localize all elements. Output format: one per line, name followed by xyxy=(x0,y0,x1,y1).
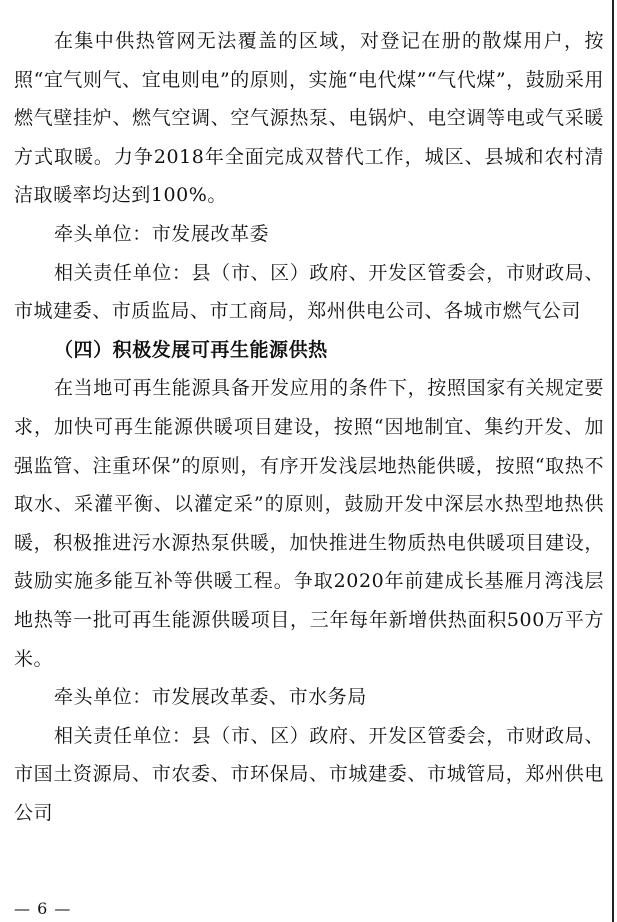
paragraph-renewable-heating: 在当地可再生能源具备开发应用的条件下，按照国家有关规定要求，加快可再生能源供暖项目建设，按照“因地制宜、集约开发、加强监管、注重环保”的原则，有序开发浅层地热能供暖，按照“取热不取水、采灌平衡、以灌定采”的原则，鼓励开发中深层水热型地热供暖，积极推进污水源热泵供暖，加快推进生物质热电供暖项目建设，鼓励实施多能互补等供暖工程。争取2020年前建成长基雁月湾浅层地热等一批可再生能源供暖项目，三年每年新增供热面积500万平方米。 xyxy=(14,377,604,670)
document-body xyxy=(14,22,604,832)
page-edge-rule xyxy=(612,0,614,922)
lead-unit-2: 牵头单位：市发展改革委、市水务局 xyxy=(54,686,367,709)
section-heading-renewable: （四）积极发展可再生能源供热 xyxy=(54,338,328,361)
lead-unit-1: 牵头单位：市发展改革委 xyxy=(54,222,270,245)
responsible-units-2: 相关责任单位：县（市、区）政府、开发区管委会，市财政局、市国土资源局、市农委、市环保局、市城建委、市城管局，郑州供电公司 xyxy=(14,724,604,824)
responsible-units-1: 相关责任单位：县（市、区）政府、开发区管委会，市财政局、市城建委、市质监局、市工商局，郑州供电公司、各城市燃气公司 xyxy=(14,261,604,323)
page-number: — 6 — xyxy=(14,899,72,918)
paragraph-clean-heating: 在集中供热管网无法覆盖的区域，对登记在册的散煤用户，按照“宜气则气、宜电则电”的原则，实施“电代煤”“气代煤”，鼓励采用燃气壁挂炉、燃气空调、空气源热泵、电锅炉、电空调等电或气采暖方式取暖。力争2018年全面完成双替代工作，城区、县城和农村清洁取暖率均达到100%。 xyxy=(14,30,604,207)
